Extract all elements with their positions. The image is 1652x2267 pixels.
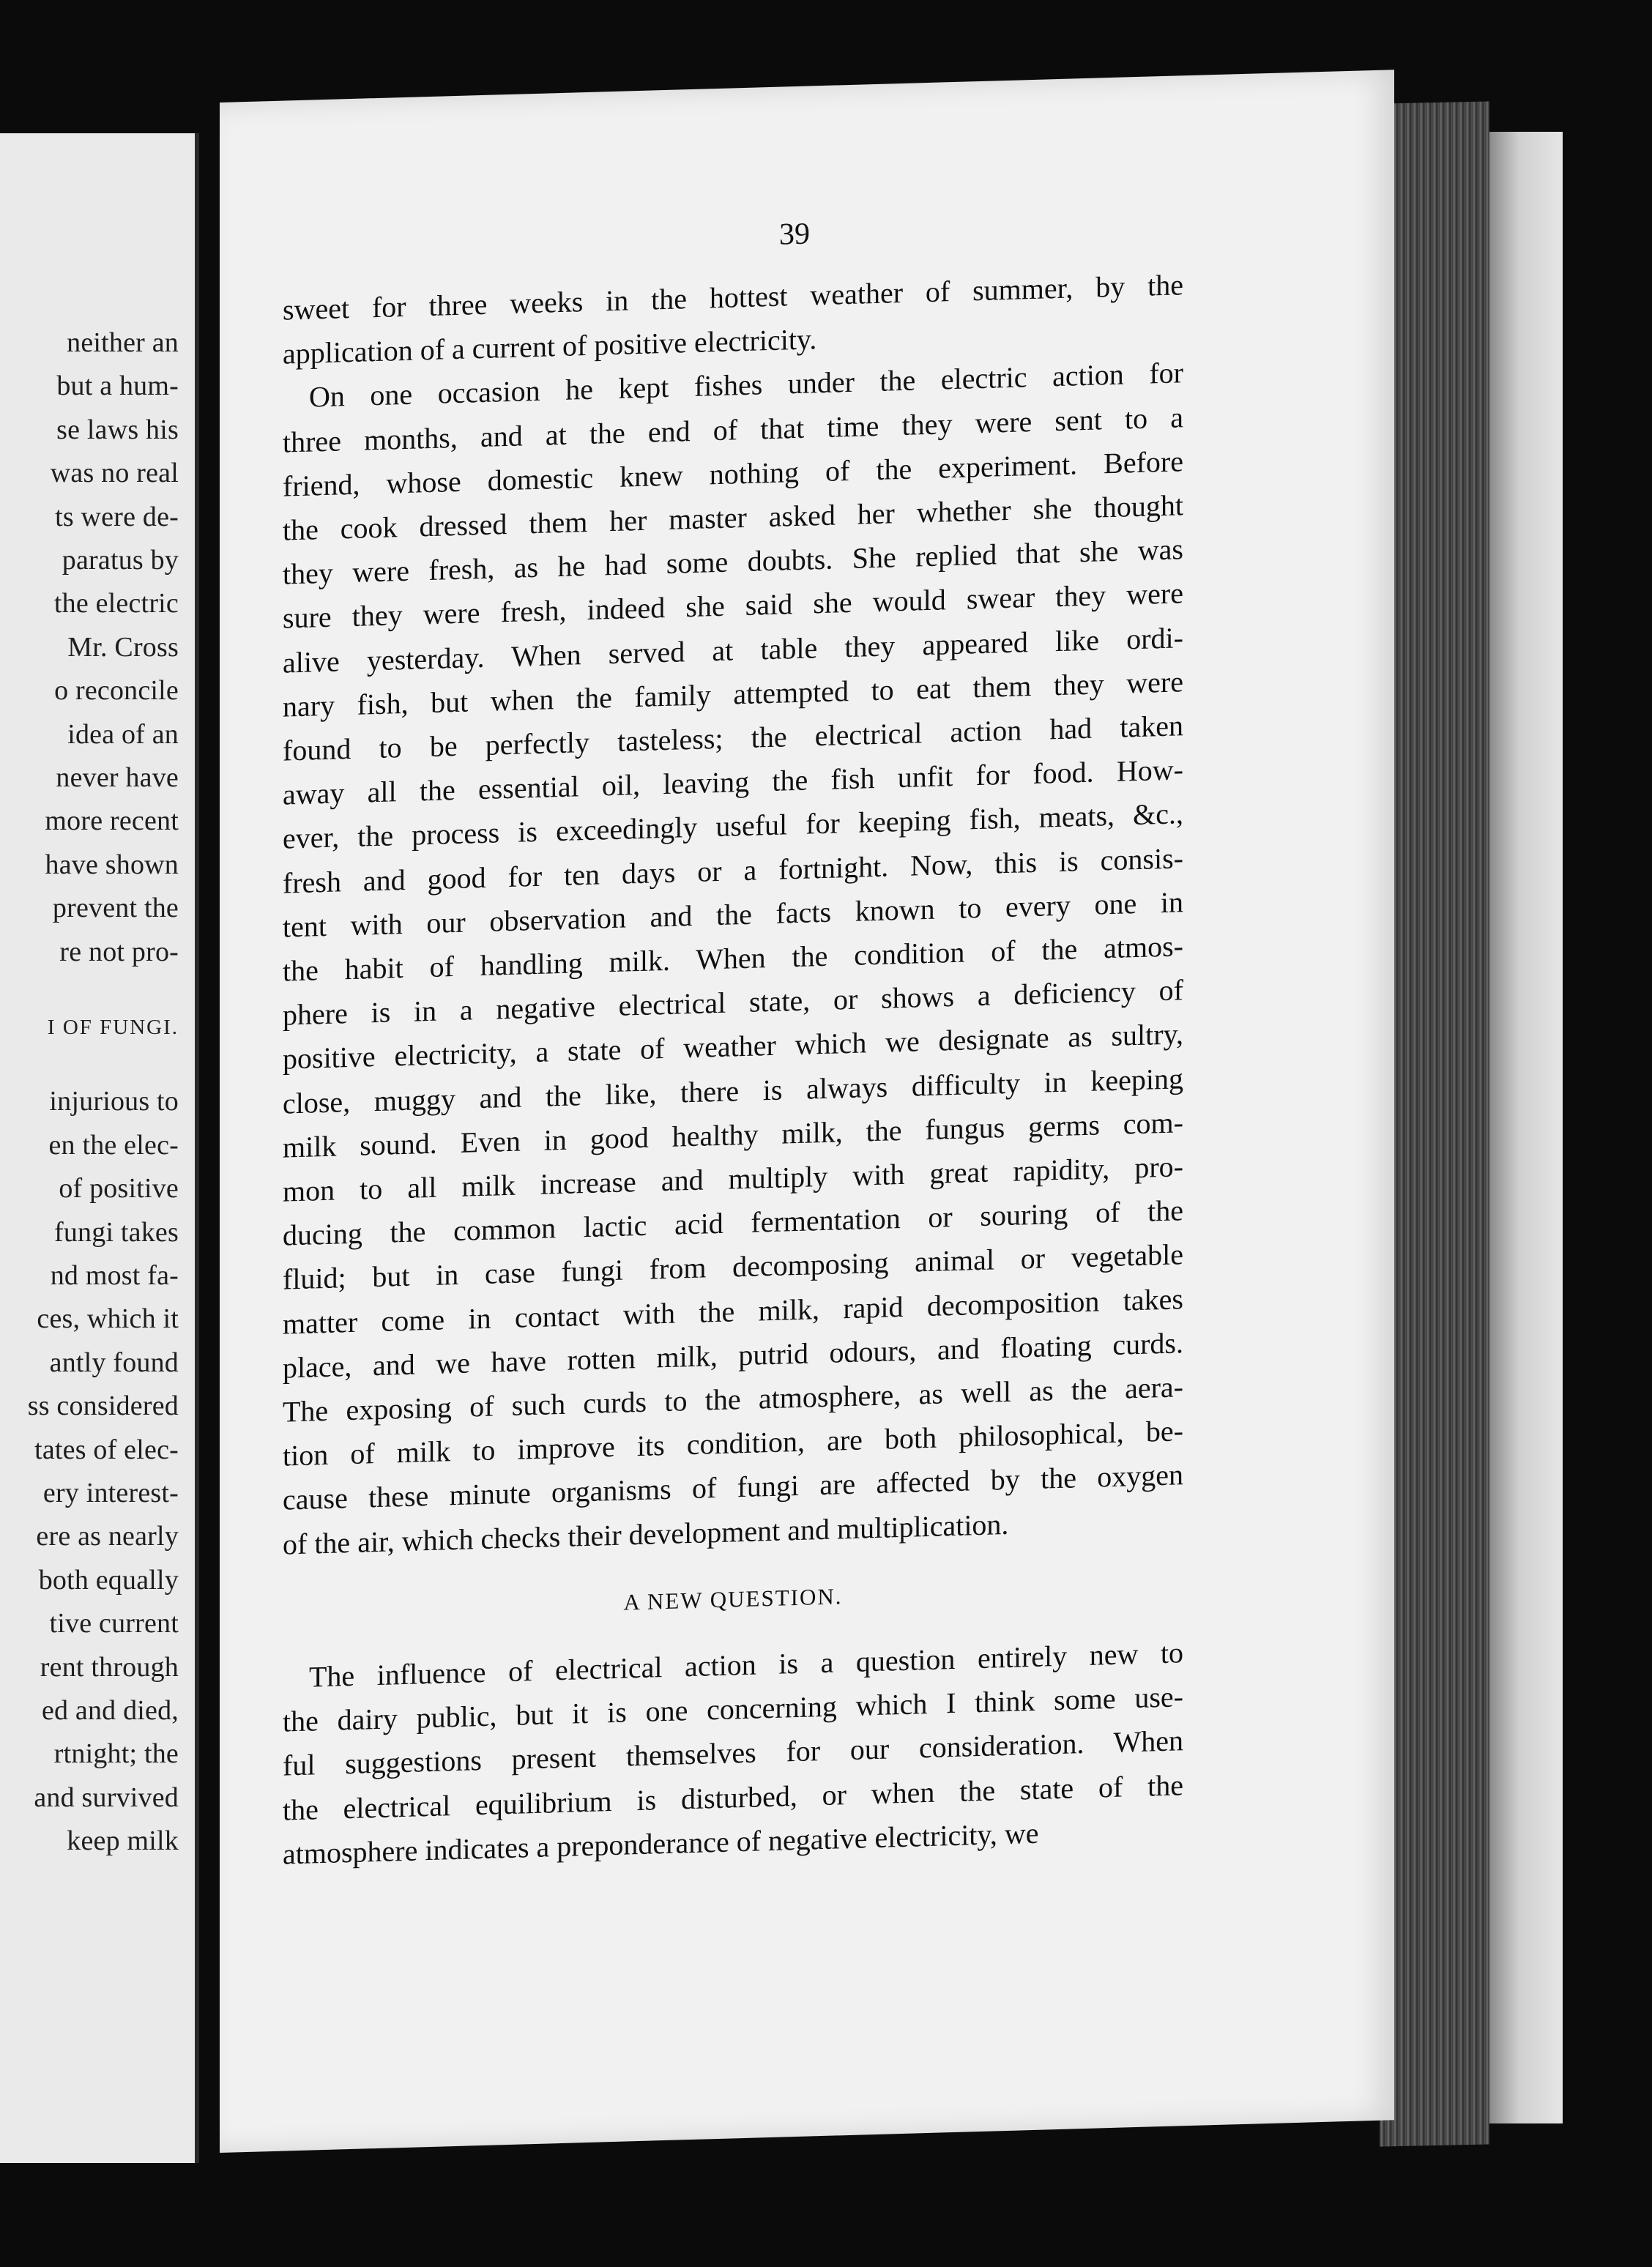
left-page-line: ed and died, [41,1695,179,1726]
text-line: the cook dressed them her master asked her whether she thought [283,488,1183,547]
left-page-line: antly found [49,1347,179,1378]
text-line: tent with our observation and the facts known to every one in [283,885,1183,944]
text-line: matter come in contact with the milk, rapid decomposition takes [283,1281,1183,1341]
left-page-line: keep milk [67,1825,179,1857]
text-line: application of a current of positive electricity. [283,322,817,371]
text-line: sure they were fresh, indeed she said she would swear they were [283,576,1183,636]
text-line: tion of milk to improve its condition, are both philosophical, be- [283,1414,1183,1473]
left-page-line: and survived [34,1782,179,1813]
text-line: atmosphere indicates a preponderance of negative electricity, we [283,1816,1039,1871]
text-line: friend, whose domestic knew nothing of the experiment. Before [283,444,1183,503]
left-page-line: ere as nearly [36,1521,179,1552]
left-page-line: but a hum- [56,371,179,402]
text-line: the habit of handling milk. When the condition of the atmos- [283,929,1183,988]
text-line: The exposing of such curds to the atmosphere, as well as the aera- [283,1370,1183,1429]
left-page-line: the electric [53,588,179,619]
left-page-line: prevent the [52,893,179,924]
text-line: milk sound. Even in good healthy milk, the fungus germs com- [283,1106,1183,1164]
book-back-cover [1489,132,1563,2123]
left-page-line: both equally [38,1564,179,1596]
right-page [220,70,1394,2153]
left-page-line: have shown [45,849,179,880]
left-page-line: injurious to [49,1086,179,1117]
text-line: positive electricity, a state of weather which we designate as sultry, [283,1017,1183,1076]
paragraph-2 [283,351,1183,1567]
text-line: they were fresh, as he had some doubts. She replied that she was [283,532,1183,591]
left-page-line: ts were de- [55,501,179,532]
left-page-line: more recent [45,805,179,837]
text-line: nary fish, but when the family attempted to eat them they were [283,665,1183,723]
section-heading: A NEW QUESTION. [623,1583,843,1615]
paragraph-3 [283,1631,1183,1876]
text-line: sweet for three weeks in the hottest weather of summer, by the [283,268,1183,327]
left-page-line: tive current [49,1608,179,1639]
text-line: mon to all milk increase and multiply with great rapidity, pro- [283,1150,1183,1208]
left-page-line: nd most fa- [50,1260,179,1291]
left-page-line: ery interest- [42,1478,179,1508]
left-page-line: never have [56,762,179,793]
left-page-line: se laws his [56,414,179,445]
left-page-line: ces, which it [37,1303,179,1335]
text-line: away all the essential oil, leaving the fish unfit for food. How- [283,753,1183,811]
left-page [0,133,199,2163]
text-line: alive yesterday. When served at table they appeared like ordi- [283,620,1183,680]
left-page-line: tates of elec- [34,1434,179,1465]
text-line: place, and we have rotten milk, putrid odours, and floating curds. [283,1326,1183,1385]
text-line: ever, the process is exceedingly useful for keeping fish, meats, &c., [283,797,1183,856]
left-page-line: was no real [50,458,179,489]
left-page-line: rent through [40,1651,179,1683]
text-line: the dairy public, but it is one concerning which I think some use- [283,1680,1183,1738]
text-line: The influence of electrical action is a question entirely new to [309,1636,1183,1694]
text-line: cause these minute organisms of fungi are affected by the oxygen [283,1458,1183,1517]
text-line: of the air, which checks their development and multiplication. [283,1507,1009,1561]
left-page-line: fungi takes [54,1216,179,1248]
left-page-line: of positive [59,1173,179,1205]
left-page-line: idea of an [67,718,179,750]
text-line: phere is in a negative electrical state, or shows a deficiency of [283,973,1183,1032]
left-page-line: o reconcile [54,675,179,707]
left-page-line: I OF FUNGI. [47,1016,179,1039]
text-line: the electrical equilibrium is disturbed, or when the state of the [283,1768,1183,1827]
text-line: ducing the common lactic acid fermentation or souring of the [283,1194,1183,1252]
text-line: fluid; but in case fungi from decomposing animal or vegetable [283,1237,1183,1297]
left-page-line: re not pro- [59,936,179,967]
text-line: On one occasion he kept fishes under the electric action for [309,356,1183,414]
page-body [283,263,1183,1876]
text-line: found to be perfectly tasteless; the electrical action had taken [283,709,1183,767]
text-line: three months, and at the end of that time they were sent to a [283,400,1183,459]
left-page-line: ss considered [27,1391,179,1422]
left-page-line: en the elec- [48,1129,179,1161]
left-page-line: paratus by [62,545,179,576]
left-page-line: Mr. Cross [67,631,179,663]
text-line: fresh and good for ten days or a fortnight. Now, this is consis- [283,841,1183,900]
text-line: ful suggestions present themselves for our consideration. When [283,1724,1183,1782]
page-number: 39 [779,217,810,252]
book-page-edges [1380,101,1489,2146]
text-line: close, muggy and the like, there is always difficulty in keeping [283,1061,1183,1120]
left-page-line: rtnight; the [53,1738,179,1770]
left-page-line: neither an [67,327,179,358]
